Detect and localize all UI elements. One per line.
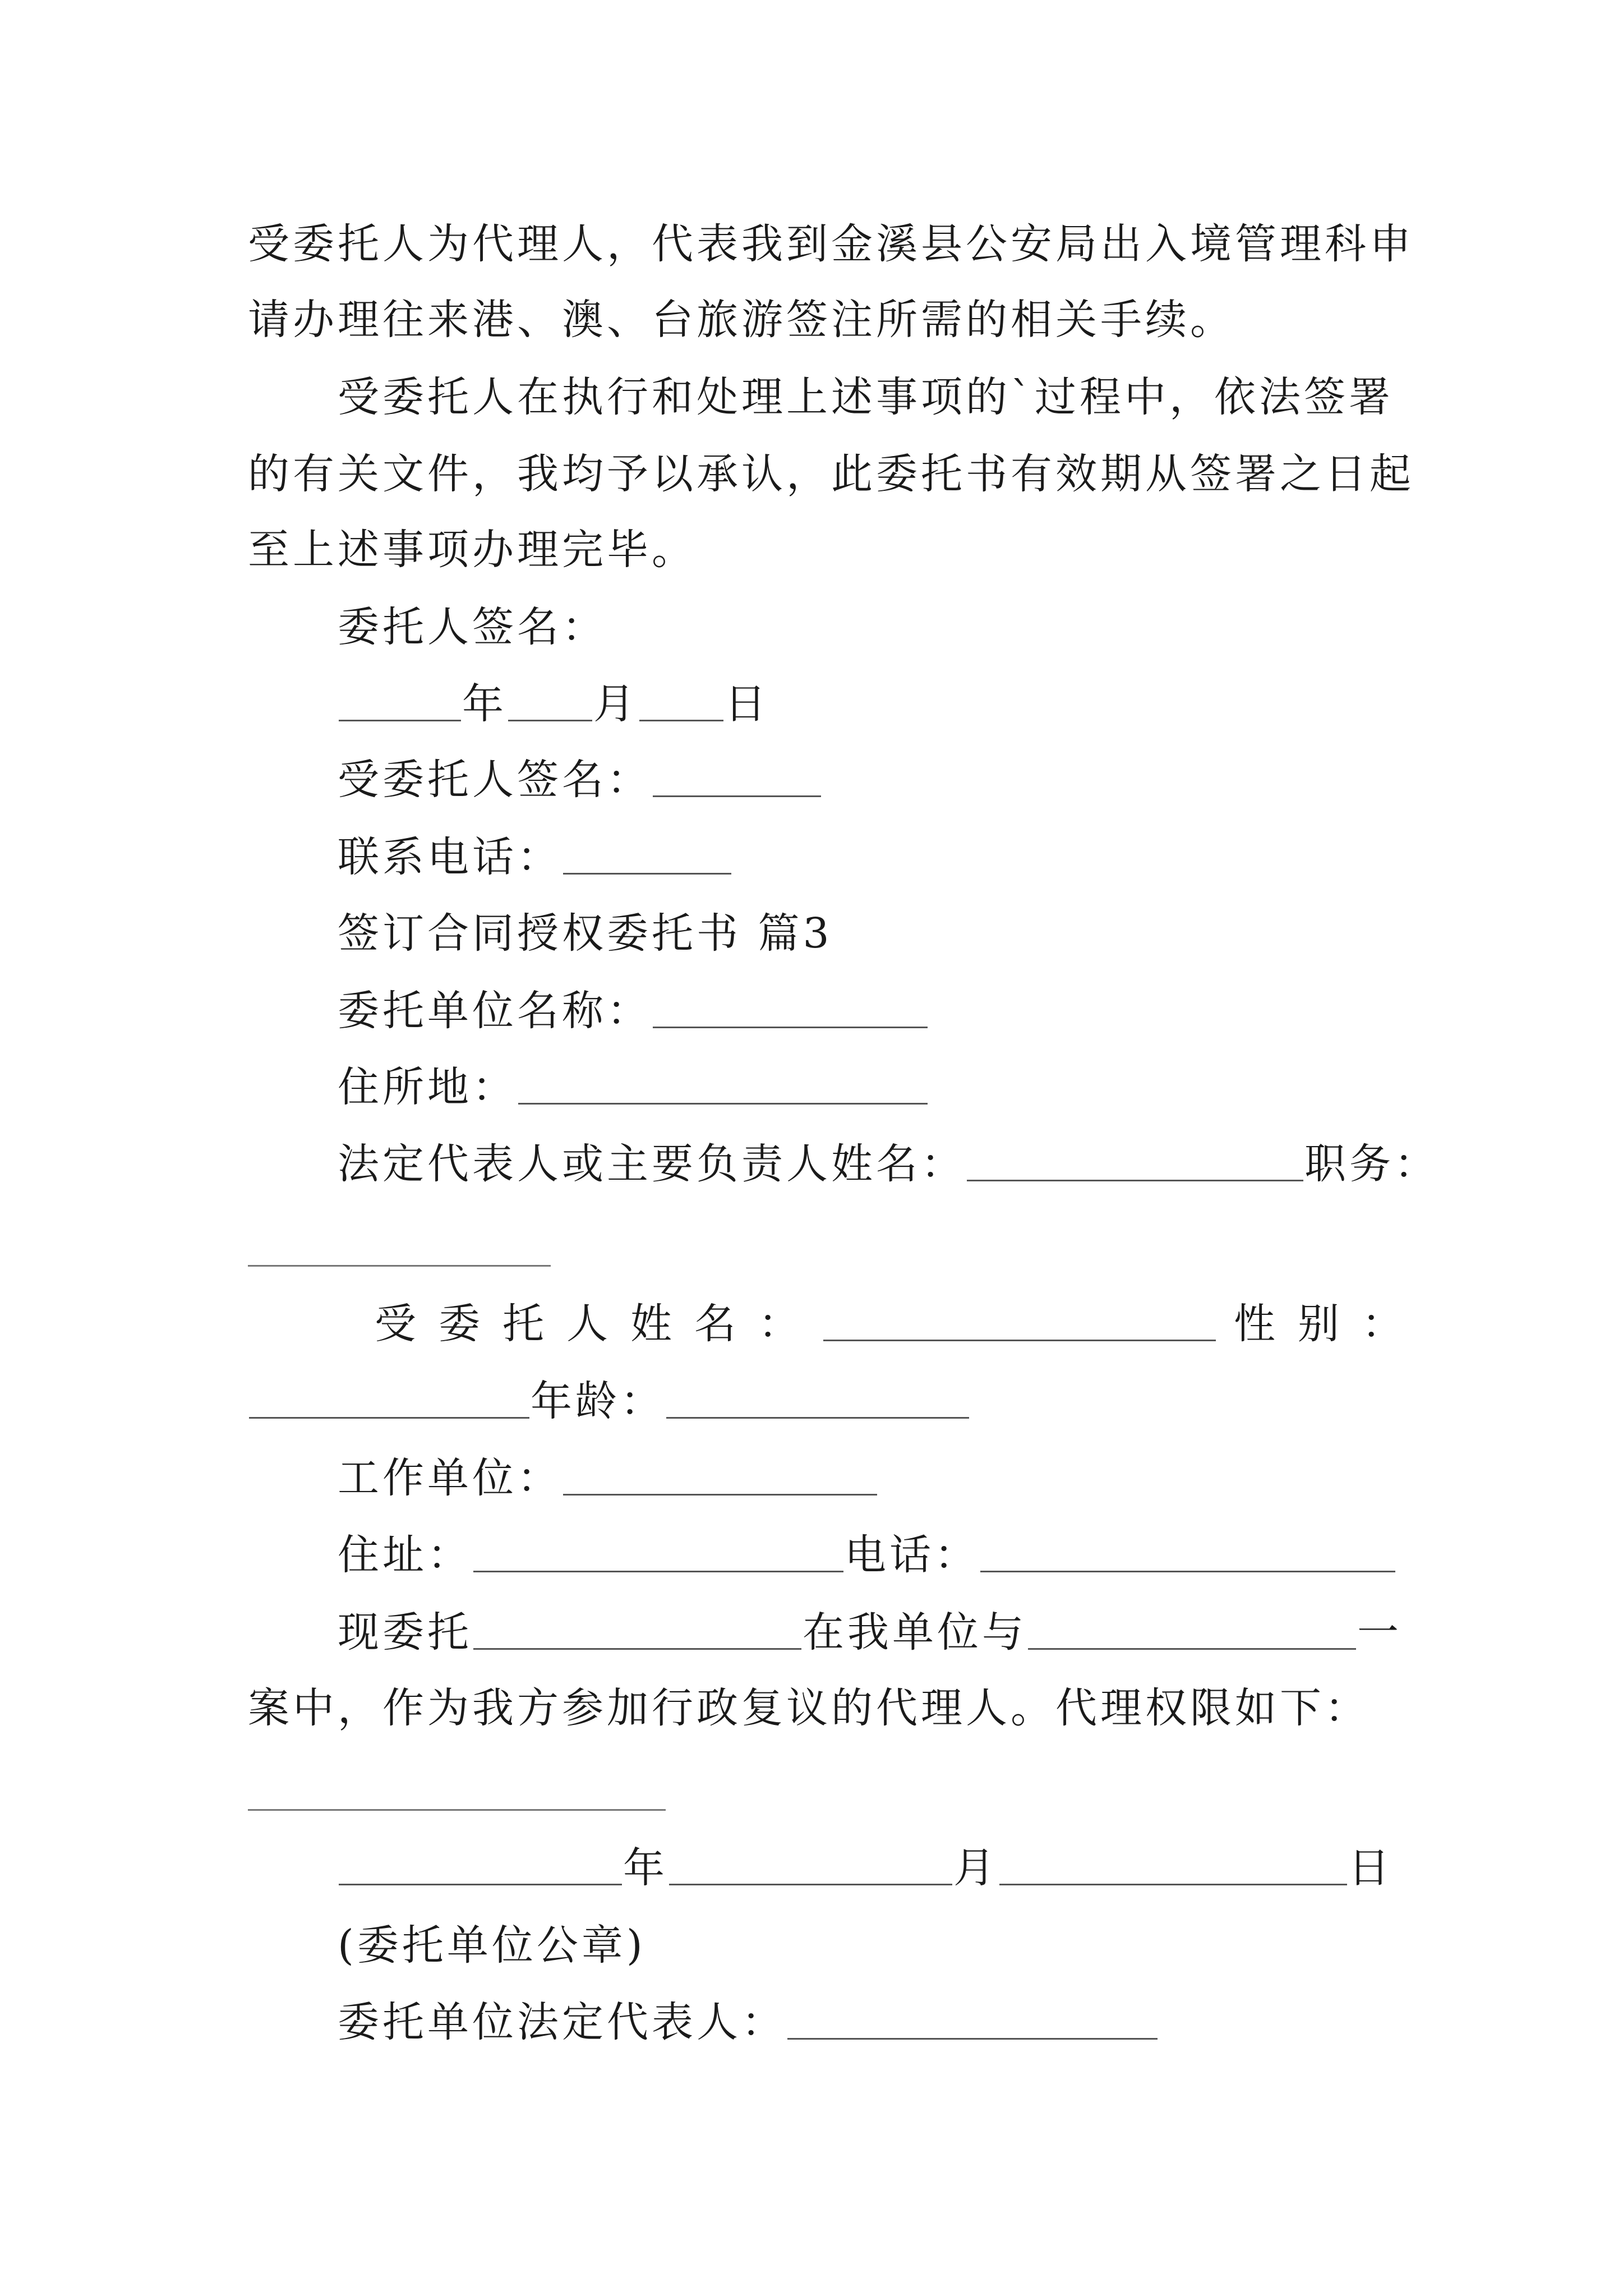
principal-signature-row xyxy=(338,599,1381,655)
agent-signature-label: 受委托人签名： xyxy=(338,756,652,804)
position-label: 职务： xyxy=(1304,1140,1439,1188)
phone-blank[interactable] xyxy=(563,873,731,875)
gender-label: 性别： xyxy=(1234,1300,1426,1348)
age-label: 年龄： xyxy=(531,1377,665,1425)
entrust-suffix: 一 xyxy=(1357,1608,1402,1657)
residence-label: 住址： xyxy=(338,1531,472,1579)
unit-legal-rep-row xyxy=(338,1994,1381,2050)
principal-signature-label: 委托人签名： xyxy=(338,603,607,651)
agent-name-row xyxy=(375,1296,1426,1352)
work-unit-blank[interactable] xyxy=(563,1494,877,1496)
date-row-2 xyxy=(338,1840,1393,1896)
age-blank[interactable] xyxy=(666,1417,969,1419)
entrust-row xyxy=(338,1604,1402,1660)
month-blank-2[interactable] xyxy=(669,1884,952,1885)
year-blank[interactable] xyxy=(339,720,461,721)
day-blank[interactable] xyxy=(639,720,723,721)
phone-label: 联系电话： xyxy=(338,833,562,881)
year-blank-2[interactable] xyxy=(339,1884,622,1885)
month-label: 月 xyxy=(593,680,638,728)
paragraph-1-line-1: 受委托人为代理人，代表我到金溪县公安局出入境管理科申 xyxy=(248,220,1414,268)
day-label-2: 日 xyxy=(1348,1844,1393,1892)
legal-rep-row xyxy=(338,1136,1439,1192)
legal-rep-label: 法定代表人或主要负责人姓名： xyxy=(338,1140,966,1188)
authority-blank[interactable] xyxy=(248,1809,666,1811)
phone-row xyxy=(338,829,1381,885)
entrust-mid: 在我单位与 xyxy=(803,1608,1027,1657)
address-row xyxy=(338,1059,1381,1115)
tel-label: 电话： xyxy=(845,1531,979,1579)
counterparty-blank[interactable] xyxy=(1028,1648,1356,1650)
gender-blank[interactable] xyxy=(249,1417,529,1419)
paragraph-2-line-1: 受委托人在执行和处理上述事项的`过程中，依法签署 xyxy=(338,373,1394,421)
residence-blank[interactable] xyxy=(473,1571,843,1572)
work-unit-row xyxy=(338,1450,1381,1506)
unit-legal-rep-blank[interactable] xyxy=(787,2038,1158,2040)
address-label: 住所地： xyxy=(338,1063,517,1111)
entrusting-unit-label: 委托单位名称： xyxy=(338,987,652,1035)
legal-rep-blank[interactable] xyxy=(967,1180,1303,1181)
entrusting-unit-blank[interactable] xyxy=(653,1027,928,1028)
month-blank[interactable] xyxy=(508,720,592,721)
section-title: 签订合同授权委托书 篇3 xyxy=(338,909,833,958)
entrust-line-2: 案中，作为我方参加行政复议的代理人。代理权限如下： xyxy=(248,1684,1370,1732)
unit-legal-rep-label: 委托单位法定代表人： xyxy=(338,1998,786,2046)
year-label-2: 年 xyxy=(623,1844,668,1892)
year-label: 年 xyxy=(462,680,507,728)
day-label: 日 xyxy=(725,680,769,728)
agent-name-label: 受委托人姓名： xyxy=(375,1300,822,1348)
paragraph-2-line-2: 的有关文件，我均予以承认，此委托书有效期从签署之日起 xyxy=(248,450,1414,498)
day-blank-2[interactable] xyxy=(999,1884,1347,1885)
agent-name-blank[interactable] xyxy=(823,1340,1216,1341)
month-label-2: 月 xyxy=(953,1844,998,1892)
entrusting-unit-row xyxy=(338,983,1381,1039)
address-blank[interactable] xyxy=(518,1103,928,1105)
agent-signature-blank[interactable] xyxy=(653,795,821,797)
tel-blank[interactable] xyxy=(980,1571,1395,1572)
seal-row: (委托单位公章) xyxy=(338,1921,646,1970)
work-unit-label: 工作单位： xyxy=(338,1454,562,1502)
residence-row xyxy=(338,1527,1381,1583)
paragraph-1-line-2: 请办理往来港、澳、台旅游签注所需的相关手续。 xyxy=(248,296,1235,344)
date-row-1 xyxy=(338,676,1381,732)
entrusted-person-blank[interactable] xyxy=(473,1648,801,1650)
age-row xyxy=(248,1373,1381,1429)
position-blank[interactable] xyxy=(248,1265,551,1267)
paragraph-2-line-3: 至上述事项办理完毕。 xyxy=(248,526,697,574)
entrust-prefix: 现委托 xyxy=(338,1608,472,1657)
agent-signature-row xyxy=(338,752,1381,808)
